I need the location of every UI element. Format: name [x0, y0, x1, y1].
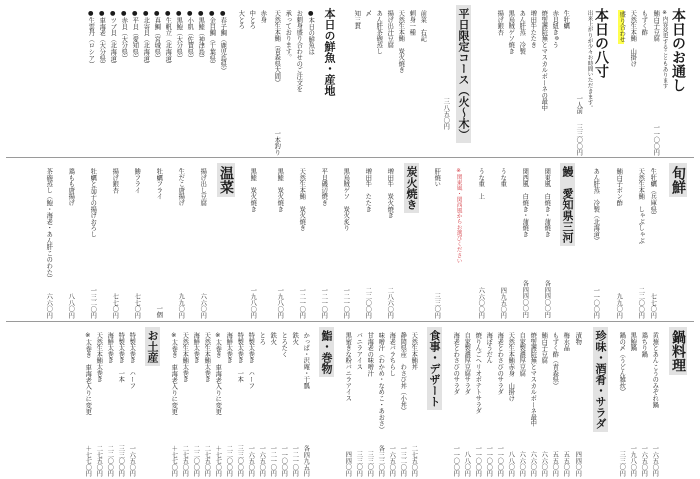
menu-item-label: 茶碗蒸し（鮑・海老・あん肝このわた）	[45, 168, 53, 282]
menu-item-label: 天然生本鮪 しゃぶしゃぶ	[637, 168, 645, 244]
menu-item-price: 一二一〇円	[298, 286, 306, 318]
menu-item	[284, 10, 290, 155]
menu-item-price: 各四四〇〇円	[521, 280, 529, 318]
menu-item-label: もずく酢（青森県）	[551, 332, 559, 389]
menu-item-price: 三三〇円	[366, 450, 374, 476]
menu-item-label: 焼聖護院蕪とマスカルポーネの最中	[540, 10, 548, 111]
menu-item	[477, 168, 483, 318]
menu-item	[364, 10, 370, 155]
section-heading: 旬鮮	[669, 163, 687, 197]
menu-item	[177, 168, 183, 318]
menu-item-price: 六六〇円	[518, 450, 526, 476]
section-heading: 本日のお通し	[670, 8, 686, 92]
menu-item	[615, 168, 621, 318]
menu-item-label: 出来上がりが少々お時間いただきます。	[586, 10, 593, 111]
menu-item	[485, 332, 491, 476]
menu-item	[474, 332, 480, 476]
menu-item-price: 一九八〇円	[276, 286, 284, 318]
menu-item	[89, 168, 95, 318]
menu-item-label: 〆	[364, 10, 372, 17]
menu-item	[649, 168, 655, 318]
menu-item-label: 赤身	[259, 10, 267, 23]
divider-bottom	[6, 321, 694, 322]
menu-item	[249, 168, 255, 318]
menu-item	[629, 332, 635, 476]
menu-item	[307, 10, 313, 155]
menu-item-label: 天然生本鮪 炭火焼き	[397, 10, 405, 73]
menu-item-price: 一九八〇円	[249, 286, 257, 318]
menu-item-label: とろたく	[280, 332, 288, 358]
menu-item	[247, 332, 253, 476]
menu-item-price: 三三〇円	[433, 292, 441, 318]
menu-item	[353, 10, 359, 155]
menu-item-price: 一一〇〇円	[485, 444, 493, 476]
menu-item-label: 増田牛 たたき	[364, 168, 372, 213]
menu-item	[540, 10, 546, 155]
menu-item-price: 二七五〇円	[95, 444, 103, 476]
menu-item	[463, 332, 469, 476]
menu-item-price: 六六〇円	[45, 292, 53, 318]
menu-item	[518, 332, 524, 476]
menu-item-label: 生だこ唐揚げ	[177, 168, 185, 206]
menu-item-label: 静岡県産 わさび丼（小丼）	[399, 332, 407, 414]
menu-item-price: 一二一〇円	[269, 444, 277, 476]
menu-item	[377, 332, 383, 476]
menu-item	[592, 168, 598, 318]
menu-item-label: 大とろ	[237, 10, 245, 29]
menu-item-label: 天然生本鮪太巻き	[95, 332, 103, 383]
menu-item-price: 一三二〇円	[399, 444, 407, 476]
menu-item-price: 三三〇〇円	[236, 444, 244, 476]
menu-item-label: 肝焼い	[433, 168, 441, 187]
menu-item	[543, 168, 549, 318]
menu-item-price: 一六五〇円	[258, 444, 266, 476]
menu-item-price: 一六五〇円	[247, 444, 255, 476]
section-heading: 温菜	[217, 163, 235, 197]
menu-item-label: 黒鯥 炭火焼き	[276, 168, 284, 213]
menu-item-label: 承っております。	[284, 10, 292, 61]
menu-item-label: ※内容変更することもあります	[661, 10, 668, 89]
divider-top	[6, 157, 694, 158]
menu-item-label: 鍋の〆（うどん雑炊）	[618, 332, 626, 395]
menu-item-label: 三八五〇円	[442, 98, 450, 130]
menu-item-label: 刺身一種	[408, 10, 416, 36]
menu-item	[344, 332, 350, 476]
menu-item-label: 海鮮太巻き	[225, 332, 233, 364]
menu-item	[258, 332, 264, 476]
menu-item-label: 揚げ銀杏	[111, 168, 119, 194]
menu-item-label: ●小肌（佐賀県）	[186, 10, 194, 62]
menu-item-label: うな重 上	[477, 168, 485, 200]
menu-item	[236, 332, 242, 476]
menu-item	[320, 168, 326, 318]
menu-item	[629, 10, 635, 155]
menu-item-label: 特製太巻き 一本	[117, 332, 125, 383]
menu-item-price: 一六五〇円	[388, 444, 396, 476]
menu-item-price: 二二〇〇円	[637, 286, 645, 318]
menu-item-price: 一六五〇円	[640, 444, 648, 476]
menu-item	[364, 168, 370, 318]
menu-item	[640, 332, 646, 476]
menu-item	[214, 332, 220, 476]
menu-item-label: 自家製濃厚豆腐サラダ	[463, 332, 471, 395]
menu-item-label: 天然生本鮪（青森県大間）	[273, 10, 281, 86]
menu-item	[521, 168, 527, 318]
menu-item	[291, 332, 297, 476]
menu-item-label: ※太巻き 車海老入りに変更	[170, 332, 178, 415]
menu-item	[153, 10, 159, 155]
menu-item	[219, 10, 225, 155]
menu-item-price: 一一〇〇円	[452, 444, 460, 476]
menu-item-price: 九九〇円	[615, 292, 623, 318]
menu-item	[117, 332, 123, 476]
menu-item-label: 知三貫	[353, 10, 361, 29]
menu-item-label: 海老とわさびのサラダ	[452, 332, 460, 395]
menu-item	[192, 332, 198, 476]
menu-item-price: 一六五〇円	[651, 444, 659, 476]
menu-item-label: 黒鳥賊ゲソ焼き	[507, 10, 515, 55]
menu-item-price: 二七五〇円	[410, 444, 418, 476]
menu-item-price: 二八六〇円	[386, 286, 394, 318]
menu-item-label: ●春子鯛（鹿児島県）	[219, 10, 227, 74]
menu-item-label: 生牡蠣（兵庫県）	[649, 168, 657, 219]
menu-item-label: 鶏ちり鍋	[640, 332, 648, 358]
menu-item	[574, 332, 580, 476]
menu-item-label: 一人前	[575, 95, 583, 114]
menu-item	[618, 10, 624, 155]
menu-item-label: あん肝蒸 冷製	[518, 10, 526, 55]
menu-item	[661, 10, 667, 155]
menu-item	[551, 10, 557, 155]
menu-item-label: 天然生本鮪太巻き	[181, 332, 189, 383]
menu-item-label: お刺身盛り合わせのご注文を	[295, 10, 303, 92]
menu-item-label: ●黒鮑（大分県）	[175, 10, 183, 62]
menu-item	[84, 332, 90, 476]
menu-item	[248, 10, 254, 155]
menu-item-price: 二二〇〇円	[364, 286, 372, 318]
menu-item	[452, 332, 458, 476]
menu-item	[208, 10, 214, 155]
menu-item	[237, 10, 243, 155]
menu-item	[419, 10, 425, 155]
menu-item-label: 海ぼうだん	[485, 332, 493, 364]
menu-item-label: 関西風 白焼き・蒲焼き	[521, 168, 529, 238]
menu-item	[355, 332, 361, 476]
section-heading: 食事・デザート	[427, 327, 442, 410]
menu-item-label: ※太巻き 車海老入りに変更	[214, 332, 222, 415]
menu-item-label: ●北寄貝（北海道）	[142, 10, 150, 68]
menu-item	[507, 332, 513, 476]
menu-item-label: 天然生本鮪赤身 山掛け	[507, 332, 515, 402]
menu-item-label: 特製太巻き ハーフ	[247, 332, 255, 389]
menu-item-label: 天然生本鮪 山掛け	[629, 10, 637, 67]
menu-item	[276, 168, 282, 318]
menu-item-label: 揚げ銀杏	[496, 10, 504, 36]
section-heading: 本日の八寸	[593, 8, 609, 78]
menu-item	[397, 10, 403, 155]
menu-item-price: 四四〇円	[574, 450, 582, 476]
menu-item-label: 海老バラちらし	[388, 332, 396, 377]
menu-item	[586, 10, 592, 155]
menu-item-label: 天然生本鮪 炭火焼き	[298, 168, 306, 231]
menu-item	[95, 332, 101, 476]
menu-item	[133, 168, 139, 318]
menu-item-price: ＋七七〇円	[214, 444, 222, 476]
menu-item-price: 六六〇〇円	[477, 286, 485, 318]
menu-item-price: 六六〇円	[529, 450, 537, 476]
menu-item-label: 鮪白子豆腐	[652, 10, 660, 42]
menu-item	[109, 10, 115, 155]
menu-item-price: 三三〇〇円	[117, 444, 125, 476]
menu-item-label: 漬物	[574, 332, 582, 345]
menu-item	[280, 332, 286, 476]
menu-item-price: 五五〇円	[562, 450, 570, 476]
menu-item	[67, 168, 73, 318]
menu-item	[155, 168, 161, 318]
menu-item	[98, 10, 104, 155]
menu-item-price: 一六五〇円	[128, 444, 136, 476]
menu-item-label: 関東風 白焼き・蒲焼き	[543, 168, 551, 238]
menu-item	[175, 10, 181, 155]
menu-item-price: 各三三〇円	[377, 444, 385, 476]
menu-item-price: 一一〇〇円	[592, 286, 600, 318]
section-heading: 炭火焼き	[404, 163, 419, 213]
menu-item-price: 二七五〇円	[181, 444, 189, 476]
menu-item-label: 鶏もも唐揚げ	[67, 168, 75, 206]
menu-item	[386, 168, 392, 318]
menu-item-price: 二二〇〇円	[106, 444, 114, 476]
menu-item-label: ●平貝（愛知県）	[131, 10, 139, 62]
menu-item	[375, 10, 381, 155]
menu-item-label: 黒鳥賊ゲソ 炭火炙り	[342, 168, 350, 231]
menu-item	[455, 168, 461, 318]
menu-item	[225, 332, 231, 476]
menu-item	[298, 168, 304, 318]
menu-item	[128, 332, 134, 476]
section-heading: 鍋料理	[669, 327, 687, 375]
menu-item-price: 九九〇円	[177, 292, 185, 318]
section-heading: 本日の鮮魚・産地	[323, 8, 336, 96]
menu-item-label: 揚げ出汁豆腐	[386, 10, 394, 48]
menu-item	[164, 10, 170, 155]
menu-item-price: ＋七七〇円	[84, 444, 92, 476]
menu-item-label: 焼りんごヘリオポテトサラダ	[474, 332, 482, 414]
menu-item-price: 六六〇円	[199, 292, 207, 318]
menu-item-price: 四四〇円	[344, 450, 352, 476]
menu-item	[575, 95, 581, 155]
section-heading: 平日限定コース（火〜木）	[456, 5, 471, 143]
menu-item-label: 天然生本鮪太巻き	[203, 332, 211, 383]
menu-item	[342, 168, 348, 318]
menu-item-price: 三三〇円	[618, 450, 626, 476]
menu-item	[496, 10, 502, 155]
menu-item-label: ●生帆立（北海道）	[164, 10, 172, 68]
menu-item	[120, 10, 126, 155]
menu-item-label: 牡蠣フライ	[155, 168, 163, 200]
menu-item-price: 二二〇〇円	[192, 444, 200, 476]
menu-item-label: 味噌汁（わかめ・なめこ・あおさ）	[377, 332, 385, 433]
menu-item	[203, 332, 209, 476]
menu-item	[366, 332, 372, 476]
menu-item	[529, 332, 535, 476]
menu-item-price: 七七〇円	[111, 292, 119, 318]
menu-item	[442, 98, 448, 155]
menu-item	[651, 332, 657, 476]
menu-item-label: 焼聖護院蕪とマスカルポーネ最中	[529, 332, 537, 427]
menu-item-price: 二七五〇円	[203, 444, 211, 476]
menu-item-price: 一三二〇円	[89, 286, 97, 318]
menu-item-price: 一一〇〇円	[280, 444, 288, 476]
menu-item-label: ●本日の鮮魚は	[307, 10, 315, 55]
menu-item-price: 一二一〇円	[291, 444, 299, 476]
menu-item-price: 一二一〇円	[342, 286, 350, 318]
menu-item	[295, 10, 301, 155]
menu-item-price: 一個	[155, 305, 163, 318]
menu-item-label: 赤貝紐きゅう	[551, 10, 559, 48]
menu-item	[507, 10, 513, 155]
menu-item	[106, 332, 112, 476]
menu-item-label: 海鮮太巻き	[106, 332, 114, 364]
menu-item	[386, 10, 392, 155]
menu-item-price: 八八〇円	[463, 450, 471, 476]
menu-item-price: 四九五〇円	[499, 286, 507, 318]
menu-item-price: 七七〇円	[133, 292, 141, 318]
menu-item	[408, 10, 414, 155]
section-heading: 鮨・巻物	[319, 327, 334, 377]
menu-item	[640, 10, 646, 155]
menu-item-label: 中とろ	[248, 10, 256, 29]
menu-item-label: ●真鯛（宮城県）	[153, 10, 161, 62]
menu-item-price: 三三〇円	[355, 450, 363, 476]
menu-item-label: ●赤貝（大分県）	[120, 10, 128, 62]
menu-item-label: あん肝蒸 冷製（北海道）	[592, 168, 600, 244]
menu-item-label: 特製太巻き 一本	[236, 332, 244, 383]
menu-item-price: 一九八〇円	[629, 444, 637, 476]
menu-item-label: 鯵フライ	[133, 168, 141, 194]
menu-item	[197, 10, 203, 155]
menu-item-label: 鮪白子豆腐	[540, 332, 548, 364]
menu-item	[529, 10, 535, 155]
menu-item-price: 各四四〇〇円	[543, 280, 551, 318]
menu-item-label: ●ツブ貝（北海道）	[109, 10, 117, 68]
menu-item	[273, 10, 279, 155]
menu-item	[562, 332, 568, 476]
section-heading: お土産	[145, 327, 160, 366]
menu-item	[618, 332, 624, 476]
menu-item-label: 盛り合わせ	[618, 11, 626, 43]
menu-item-label: 平貝磯辺焼き	[320, 168, 328, 206]
menu-item-label: ●金目鯛（千葉県）	[208, 10, 216, 68]
menu-item-label: 梅水晶	[562, 332, 570, 351]
menu-item-label: 生牡蠣	[562, 10, 570, 29]
section-heading: 珍味・酒肴・サラダ	[593, 327, 608, 432]
menu-item-price: 八八〇円	[67, 292, 75, 318]
menu-item	[652, 10, 658, 155]
menu-item	[181, 332, 187, 476]
menu-item-price: 一一〇〇円	[474, 444, 482, 476]
menu-item-label: 黒鯥 炭火焼き	[249, 168, 257, 213]
menu-item-label: ●車海老（大分県）	[98, 10, 106, 68]
menu-item-price: 一一〇〇円	[652, 123, 660, 155]
menu-item-label: 甘海老の味噌汁	[366, 332, 374, 377]
menu-item	[399, 332, 405, 476]
menu-item-price: 二二〇〇円	[225, 444, 233, 476]
menu-item-label: 海鮮太巻き	[192, 332, 200, 364]
menu-item-price: 一二一〇円	[320, 286, 328, 318]
menu-item-label: 海老とわさびのサラダ	[496, 332, 504, 395]
menu-item	[131, 10, 137, 155]
menu-item	[186, 10, 192, 155]
menu-item-label: 特製太巻き ハーフ	[128, 332, 136, 389]
menu-item-label: 黒鮑鍋	[629, 332, 637, 351]
menu-item-label: 黒蜜きな粉バニラアイス	[344, 332, 352, 402]
menu-item-label: ※太巻き 車海老入りに変更	[84, 332, 92, 415]
menu-item-label: バニラアイス	[355, 332, 363, 370]
menu-item-price: 一本釣り	[273, 129, 281, 155]
menu-item-label: 牡蠣と茄子の揚げおろし	[89, 168, 97, 238]
menu-item	[269, 332, 275, 476]
menu-item-price: 各四九五円	[302, 444, 310, 476]
menu-item	[551, 332, 557, 476]
menu-item-label: 増田牛 炭火焼き	[386, 168, 394, 219]
menu-item-price: 五五〇円	[551, 450, 559, 476]
menu-item-label: ●黒鯥（神津島）	[197, 10, 205, 62]
menu-item	[637, 168, 643, 318]
menu-item-label: ※関東風・関西風からお選びください	[455, 168, 462, 264]
menu-item-label: あん肝茶碗蒸し	[375, 10, 383, 55]
menu-item-label: 天然生本鮪丼	[410, 332, 418, 370]
menu-item-price: 三三〇〇円	[575, 123, 583, 155]
menu-item-price: ＋七七〇円	[170, 444, 178, 476]
menu-item	[111, 168, 117, 318]
menu-item-label: ●生雲丹（ロシア）	[87, 10, 95, 68]
menu-item-price: 一一〇〇円	[496, 444, 504, 476]
menu-item	[170, 332, 176, 476]
menu-item-label: 鉄火	[291, 332, 299, 345]
menu-item	[562, 10, 568, 155]
menu-item-price: 八八〇円	[507, 450, 515, 476]
menu-item-label: 前菜 右記	[419, 10, 427, 42]
menu-item	[499, 168, 505, 318]
menu-item-label: 増田牛たたき	[529, 10, 537, 48]
menu-item	[259, 10, 265, 155]
menu-item-label: もずく酢	[640, 10, 648, 36]
menu-item	[518, 10, 524, 155]
menu-item-price: 六六〇円	[540, 450, 548, 476]
menu-item-label: かっぱ・沢庵・干瓢	[302, 332, 310, 389]
menu-item	[410, 332, 416, 476]
menu-item	[388, 332, 394, 476]
menu-item	[142, 10, 148, 155]
menu-item	[540, 332, 546, 476]
menu-item-price: 七七〇円	[649, 292, 657, 318]
menu-item-label: うな重	[499, 168, 507, 187]
menu-item-label: 鉄火	[269, 332, 277, 345]
menu-item	[199, 168, 205, 318]
menu-item	[496, 332, 502, 476]
menu-item	[45, 168, 51, 318]
menu-item	[87, 10, 93, 155]
section-heading: 鰻 愛知県三河	[560, 163, 575, 246]
menu-item-label: 黄蕪とあんこうのみぞれ鍋	[651, 332, 659, 408]
menu-item-label: 鮪白子ポン酢	[615, 168, 623, 206]
menu-item	[433, 168, 439, 318]
menu-item-label: とろ	[258, 332, 266, 345]
menu-item-label: 揚げ出し豆腐	[199, 168, 207, 206]
menu-item-label: 自家製濃厚豆腐	[518, 332, 526, 377]
menu-item	[302, 332, 308, 476]
